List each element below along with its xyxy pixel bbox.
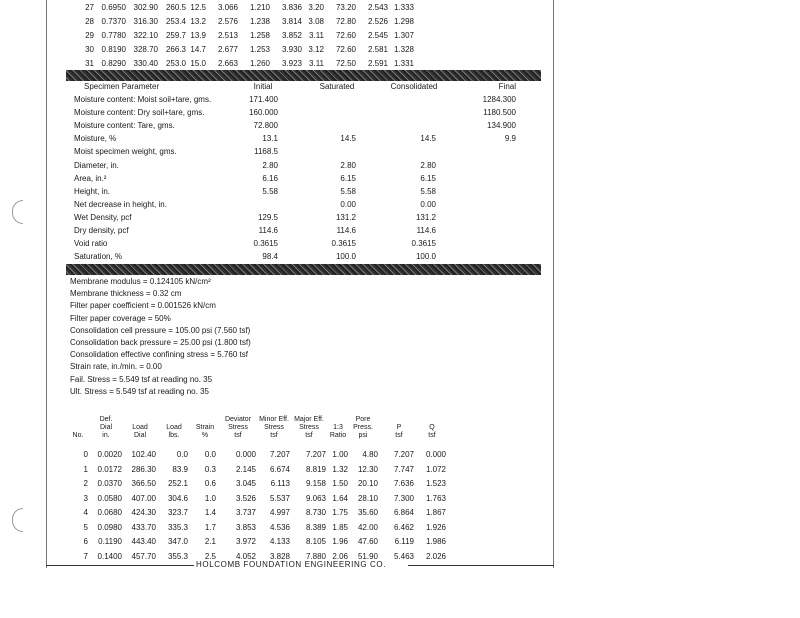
triaxial-cell: 1.926 bbox=[425, 522, 446, 532]
reading-cell: 302.90 bbox=[133, 3, 158, 12]
reading-cell: 27 bbox=[85, 3, 94, 12]
reading-cell: 328.70 bbox=[133, 45, 158, 54]
test-note-line: Strain rate, in./min. = 0.00 bbox=[70, 362, 162, 372]
triaxial-cell: 5.537 bbox=[269, 493, 290, 503]
triaxial-cell: 323.7 bbox=[167, 508, 188, 517]
triaxial-cell: 1.50 bbox=[332, 479, 348, 488]
reading-cell: 0.8190 bbox=[101, 45, 126, 54]
triaxial-cell: 2.5 bbox=[204, 551, 216, 561]
specimen-row-label: Height, in. bbox=[74, 186, 111, 196]
footer-rule-right bbox=[408, 565, 554, 566]
test-note-line: Membrane thickness = 0.32 cm bbox=[70, 289, 182, 299]
specimen-row-label: Net decrease in height, in. bbox=[74, 199, 167, 209]
triaxial-cell: 0.1400 bbox=[97, 551, 122, 561]
reading-cell: 13.2 bbox=[190, 17, 206, 26]
triaxial-cell: 1.0 bbox=[204, 493, 216, 503]
triaxial-cell: 3.737 bbox=[235, 508, 256, 517]
triaxial-cell: 8.105 bbox=[305, 537, 326, 546]
triaxial-cell: 28.10 bbox=[357, 493, 378, 503]
triaxial-cell: 1.7 bbox=[204, 522, 216, 532]
triaxial-cell: 12.30 bbox=[357, 464, 378, 474]
notes-header-band bbox=[66, 264, 541, 275]
test-note-line: Consolidation cell pressure = 105.00 psi (7.560 tsf) bbox=[70, 325, 251, 335]
reading-cell: 1.238 bbox=[249, 17, 270, 26]
triaxial-cell: 347.0 bbox=[167, 537, 188, 546]
triaxial-cell: 252.1 bbox=[167, 479, 188, 488]
specimen-final-value: 1180.500 bbox=[483, 108, 516, 118]
test-note-line: Consolidation effective confining stress = 5.760 tsf bbox=[70, 350, 248, 360]
triaxial-cell: 1.4 bbox=[204, 508, 216, 517]
triaxial-cell: 9.063 bbox=[305, 493, 326, 503]
triaxial-header-text: Major Eff. bbox=[294, 416, 324, 423]
specimen-row-label: Wet Density, pcf bbox=[74, 212, 132, 222]
triaxial-cell: 7.747 bbox=[393, 464, 414, 474]
reading-cell: 253.0 bbox=[165, 59, 186, 68]
triaxial-header-text: Stress bbox=[228, 424, 248, 431]
triaxial-cell: 7.636 bbox=[393, 479, 414, 488]
triaxial-cell: 443.40 bbox=[131, 537, 156, 546]
specimen-row-label: Saturation, % bbox=[74, 252, 123, 262]
specimen-consolidated-value: 5.58 bbox=[420, 186, 436, 196]
reading-cell: 1.328 bbox=[393, 45, 414, 54]
reading-cell: 73.20 bbox=[335, 3, 356, 12]
triaxial-header-text: lbs. bbox=[168, 432, 180, 439]
triaxial-cell: 0.000 bbox=[235, 450, 256, 459]
punch-hole-mark bbox=[12, 200, 23, 224]
test-note-line: Ult. Stress = 5.549 tsf at reading no. 35 bbox=[70, 386, 209, 396]
specimen-consolidated-value: 131.2 bbox=[415, 212, 436, 222]
reading-cell: 3.12 bbox=[308, 45, 324, 54]
reading-cell: 31 bbox=[85, 59, 94, 68]
triaxial-cell: 7.300 bbox=[393, 493, 414, 503]
triaxial-cell: 9.158 bbox=[305, 479, 326, 488]
triaxial-cell: 355.3 bbox=[167, 551, 188, 561]
specimen-initial-value: 13.1 bbox=[262, 134, 278, 144]
triaxial-cell: 3 bbox=[83, 493, 88, 503]
reading-cell: 2.545 bbox=[367, 31, 388, 40]
triaxial-cell: 51.90 bbox=[357, 551, 378, 561]
triaxial-cell: 6 bbox=[83, 537, 88, 546]
reading-cell: 2.663 bbox=[217, 59, 238, 68]
reading-cell: 28 bbox=[85, 17, 94, 26]
reading-cell: 14.7 bbox=[190, 45, 206, 54]
triaxial-header-text: Pore bbox=[355, 416, 371, 423]
triaxial-cell: 6.462 bbox=[393, 522, 414, 532]
specimen-row-label: Moist specimen weight, gms. bbox=[74, 147, 177, 157]
triaxial-cell: 4.536 bbox=[269, 522, 290, 532]
specimen-initial-value: 171.400 bbox=[249, 95, 278, 104]
specimen-header-initial: Initial bbox=[253, 82, 273, 91]
reading-cell: 259.7 bbox=[165, 31, 186, 40]
reading-cell: 15.0 bbox=[190, 59, 206, 68]
reading-cell: 2.591 bbox=[367, 59, 388, 68]
specimen-consolidated-value: 14.5 bbox=[420, 134, 436, 144]
reading-cell: 72.60 bbox=[335, 31, 356, 40]
triaxial-header-text: tsf bbox=[234, 432, 242, 439]
specimen-initial-value: 6.16 bbox=[262, 173, 278, 183]
reading-cell: 30 bbox=[85, 45, 94, 54]
triaxial-cell: 47.60 bbox=[357, 537, 378, 546]
reading-cell: 2.581 bbox=[367, 45, 388, 54]
triaxial-cell: 1.00 bbox=[332, 450, 348, 459]
reading-cell: 1.253 bbox=[249, 45, 270, 54]
triaxial-cell: 3.853 bbox=[235, 522, 256, 532]
triaxial-cell: 1.763 bbox=[425, 493, 446, 503]
specimen-saturated-value: 0.3615 bbox=[331, 239, 356, 249]
triaxial-header-text: Stress bbox=[264, 424, 284, 431]
triaxial-cell: 2 bbox=[83, 479, 88, 488]
reading-cell: 3.852 bbox=[281, 31, 302, 40]
specimen-saturated-value: 100.0 bbox=[335, 252, 356, 262]
reading-cell: 1.333 bbox=[393, 3, 414, 12]
specimen-initial-value: 0.3615 bbox=[253, 239, 278, 249]
specimen-initial-value: 98.4 bbox=[262, 252, 278, 262]
triaxial-cell: 6.119 bbox=[394, 537, 414, 546]
reading-cell: 3.066 bbox=[217, 3, 238, 12]
specimen-consolidated-value: 0.3615 bbox=[411, 239, 436, 249]
company-footer: HOLCOMB FOUNDATION ENGINEERING CO. bbox=[196, 560, 387, 569]
page-right-border bbox=[553, 0, 554, 568]
reading-cell: 0.7780 bbox=[101, 31, 126, 40]
specimen-initial-value: 2.80 bbox=[262, 160, 278, 170]
reading-cell: 330.40 bbox=[133, 59, 158, 68]
triaxial-header-text: tsf bbox=[270, 432, 278, 439]
triaxial-cell: 1.96 bbox=[332, 537, 348, 546]
triaxial-cell: 457.70 bbox=[131, 551, 156, 561]
triaxial-cell: 1.986 bbox=[425, 537, 446, 546]
triaxial-header-text: Strain bbox=[195, 424, 215, 431]
reading-cell: 2.526 bbox=[367, 17, 388, 26]
specimen-initial-value: 72.800 bbox=[253, 121, 278, 131]
triaxial-header-text: tsf bbox=[428, 432, 436, 439]
triaxial-cell: 1.072 bbox=[425, 464, 446, 474]
triaxial-header-text: Dial bbox=[133, 432, 147, 439]
reading-cell: 1.307 bbox=[393, 31, 414, 40]
specimen-final-value: 9.9 bbox=[504, 134, 516, 144]
triaxial-cell: 335.3 bbox=[167, 522, 188, 532]
triaxial-header-text: Def. bbox=[99, 416, 113, 423]
specimen-consolidated-value: 2.80 bbox=[420, 160, 436, 170]
triaxial-cell: 7.880 bbox=[305, 551, 326, 561]
specimen-row-label: Moisture content: Moist soil+tare, gms. bbox=[74, 95, 212, 104]
specimen-saturated-value: 5.58 bbox=[340, 186, 356, 196]
specimen-saturated-value: 114.6 bbox=[336, 226, 356, 235]
specimen-row-label: Void ratio bbox=[74, 239, 108, 249]
specimen-header-consolidated: Consolidated bbox=[390, 82, 438, 91]
triaxial-cell: 8.819 bbox=[305, 464, 326, 474]
reading-cell: 266.3 bbox=[165, 45, 186, 54]
test-note-line: Consolidation back pressure = 25.00 psi (1.800 tsf) bbox=[70, 338, 251, 347]
triaxial-cell: 3.972 bbox=[235, 537, 256, 546]
reading-cell: 322.10 bbox=[133, 31, 158, 40]
reading-cell: 1.258 bbox=[249, 31, 270, 40]
triaxial-header-text: Stress bbox=[299, 424, 319, 431]
triaxial-cell: 0 bbox=[83, 450, 88, 459]
punch-hole-mark bbox=[12, 508, 23, 532]
triaxial-header-text: Minor Eff. bbox=[259, 416, 289, 423]
reading-cell: 3.11 bbox=[309, 59, 324, 68]
triaxial-cell: 102.40 bbox=[131, 450, 156, 459]
triaxial-header-text: tsf bbox=[305, 432, 313, 439]
triaxial-cell: 0.1190 bbox=[98, 537, 122, 546]
triaxial-header-text: in. bbox=[102, 432, 110, 439]
specimen-final-value: 1284.300 bbox=[482, 95, 516, 104]
specimen-saturated-value: 2.80 bbox=[340, 160, 356, 170]
triaxial-cell: 6.674 bbox=[269, 464, 290, 474]
reading-cell: 316.30 bbox=[133, 17, 158, 26]
triaxial-header-text: % bbox=[201, 432, 209, 439]
reading-cell: 3.20 bbox=[308, 3, 324, 12]
reading-cell: 72.50 bbox=[335, 59, 356, 68]
test-note-line: Filter paper coefficient = 0.001526 kN/cm bbox=[70, 301, 216, 311]
triaxial-cell: 304.6 bbox=[167, 493, 188, 503]
specimen-row-label: Moisture, % bbox=[74, 134, 117, 144]
triaxial-cell: 3.526 bbox=[235, 493, 256, 503]
triaxial-header-text: Press. bbox=[353, 424, 373, 431]
triaxial-cell: 366.50 bbox=[131, 479, 156, 488]
triaxial-cell: 3.045 bbox=[235, 479, 256, 488]
triaxial-cell: 0.0680 bbox=[97, 508, 122, 517]
triaxial-cell: 0.0 bbox=[176, 450, 188, 459]
reading-cell: 3.08 bbox=[308, 17, 324, 26]
triaxial-cell: 2.1 bbox=[204, 537, 216, 546]
triaxial-cell: 35.60 bbox=[357, 508, 378, 517]
reading-cell: 13.9 bbox=[190, 31, 206, 40]
reading-cell: 72.80 bbox=[335, 17, 356, 26]
specimen-saturated-value: 131.2 bbox=[335, 212, 356, 222]
triaxial-cell: 2.026 bbox=[425, 551, 446, 561]
triaxial-cell: 1 bbox=[83, 464, 88, 474]
specimen-consolidated-value: 114.6 bbox=[416, 226, 436, 235]
specimen-row-label: Moisture content: Dry soil+tare, gms. bbox=[74, 108, 205, 118]
triaxial-cell: 0.3 bbox=[204, 464, 216, 474]
specimen-saturated-value: 0.00 bbox=[340, 199, 356, 209]
reading-cell: 0.8290 bbox=[101, 59, 126, 68]
specimen-header-saturated: Saturated bbox=[319, 82, 355, 91]
triaxial-cell: 1.64 bbox=[332, 493, 348, 503]
triaxial-header-text: Ratio bbox=[329, 432, 347, 439]
triaxial-header-text: No. bbox=[72, 432, 84, 439]
specimen-final-value: 134.900 bbox=[487, 121, 516, 131]
triaxial-header-text: psi bbox=[358, 432, 368, 439]
reading-cell: 2.576 bbox=[217, 17, 238, 26]
footer-rule-left bbox=[46, 565, 194, 566]
test-note-line: Fail. Stress = 5.549 tsf at reading no. 35 bbox=[70, 374, 213, 384]
reading-cell: 253.4 bbox=[165, 17, 186, 26]
triaxial-cell: 286.30 bbox=[131, 464, 156, 474]
triaxial-cell: 7.207 bbox=[269, 450, 290, 459]
reading-cell: 3.923 bbox=[281, 59, 302, 68]
specimen-header-final: Final bbox=[498, 82, 516, 91]
triaxial-header-text: Load bbox=[132, 424, 148, 431]
specimen-saturated-value: 6.15 bbox=[340, 173, 356, 183]
specimen-row-label: Diameter, in. bbox=[74, 160, 119, 170]
triaxial-cell: 7.207 bbox=[305, 450, 326, 459]
triaxial-cell: 7 bbox=[83, 551, 88, 561]
test-note-line: Filter paper coverage = 50% bbox=[70, 313, 171, 323]
reading-cell: 29 bbox=[85, 31, 94, 40]
triaxial-cell: 8.389 bbox=[305, 522, 326, 532]
reading-cell: 1.298 bbox=[393, 17, 414, 26]
triaxial-cell: 1.32 bbox=[332, 464, 348, 474]
reading-cell: 1.331 bbox=[393, 59, 414, 68]
triaxial-header-text: Q bbox=[429, 424, 435, 431]
triaxial-cell: 6.864 bbox=[393, 508, 414, 517]
triaxial-cell: 0.0 bbox=[204, 450, 216, 459]
specimen-header-band bbox=[66, 70, 541, 81]
triaxial-cell: 42.00 bbox=[357, 522, 378, 532]
triaxial-header-text: tsf bbox=[395, 432, 403, 439]
reading-cell: 1.210 bbox=[249, 3, 270, 12]
triaxial-cell: 5.463 bbox=[393, 551, 414, 561]
triaxial-cell: 407.00 bbox=[131, 493, 156, 503]
specimen-header-label: Specimen Parameter bbox=[84, 82, 160, 91]
page-left-border bbox=[46, 0, 47, 568]
triaxial-cell: 4.997 bbox=[269, 508, 290, 517]
reading-cell: 0.7370 bbox=[101, 17, 126, 26]
reading-cell: 3.11 bbox=[309, 31, 324, 40]
triaxial-header-text: Load bbox=[166, 424, 182, 431]
specimen-consolidated-value: 100.0 bbox=[415, 252, 436, 262]
triaxial-cell: 0.0980 bbox=[97, 522, 122, 532]
triaxial-header-text: Deviator bbox=[224, 416, 252, 423]
reading-cell: 12.5 bbox=[190, 3, 206, 12]
triaxial-cell: 3.828 bbox=[269, 551, 290, 561]
reading-cell: 3.930 bbox=[281, 45, 302, 54]
reading-cell: 3.836 bbox=[281, 3, 302, 12]
triaxial-header-text: 1:3 bbox=[333, 424, 343, 431]
reading-cell: 260.5 bbox=[165, 3, 186, 12]
reading-cell: 1.260 bbox=[249, 59, 270, 68]
triaxial-cell: 20.10 bbox=[357, 479, 378, 488]
specimen-row-label: Area, in.² bbox=[74, 173, 107, 183]
triaxial-cell: 5 bbox=[83, 522, 88, 532]
triaxial-header-text: P bbox=[396, 424, 402, 431]
triaxial-cell: 6.113 bbox=[270, 479, 290, 488]
specimen-initial-value: 5.58 bbox=[262, 186, 278, 196]
triaxial-cell: 2.145 bbox=[235, 464, 256, 474]
specimen-initial-value: 129.5 bbox=[257, 212, 278, 222]
test-note-line: Membrane modulus = 0.124105 kN/cm² bbox=[70, 277, 211, 286]
triaxial-cell: 0.0172 bbox=[97, 464, 122, 474]
triaxial-cell: 7.207 bbox=[393, 450, 414, 459]
reading-cell: 3.814 bbox=[281, 17, 302, 26]
triaxial-cell: 1.75 bbox=[332, 508, 348, 517]
reading-cell: 72.60 bbox=[335, 45, 356, 54]
triaxial-cell: 4.052 bbox=[235, 551, 256, 561]
specimen-row-label: Moisture content: Tare, gms. bbox=[74, 121, 175, 131]
specimen-initial-value: 160.000 bbox=[249, 108, 278, 118]
triaxial-cell: 8.730 bbox=[305, 508, 326, 517]
triaxial-cell: 0.0580 bbox=[97, 493, 122, 503]
triaxial-header-text: Dial bbox=[99, 424, 113, 431]
triaxial-cell: 424.30 bbox=[131, 508, 156, 517]
triaxial-cell: 2.06 bbox=[332, 551, 348, 561]
reading-cell: 0.6950 bbox=[101, 3, 126, 12]
triaxial-cell: 1.867 bbox=[425, 508, 446, 517]
specimen-consolidated-value: 6.15 bbox=[420, 173, 436, 183]
triaxial-cell: 4 bbox=[83, 508, 88, 517]
triaxial-cell: 4.80 bbox=[362, 450, 378, 459]
triaxial-cell: 433.70 bbox=[131, 522, 156, 532]
specimen-consolidated-value: 0.00 bbox=[420, 199, 436, 209]
specimen-row-label: Dry density, pcf bbox=[74, 226, 129, 235]
triaxial-cell: 0.000 bbox=[425, 450, 446, 459]
triaxial-cell: 0.0370 bbox=[97, 479, 122, 488]
triaxial-cell: 4.133 bbox=[269, 537, 290, 546]
triaxial-cell: 83.9 bbox=[172, 464, 188, 474]
specimen-initial-value: 114.6 bbox=[258, 226, 278, 235]
specimen-initial-value: 1168.5 bbox=[254, 147, 278, 157]
reading-cell: 2.677 bbox=[217, 45, 238, 54]
triaxial-cell: 1.85 bbox=[332, 522, 348, 532]
triaxial-cell: 0.0020 bbox=[97, 450, 122, 459]
specimen-saturated-value: 14.5 bbox=[340, 134, 356, 144]
triaxial-cell: 0.6 bbox=[204, 479, 216, 488]
triaxial-cell: 1.523 bbox=[425, 479, 446, 488]
reading-cell: 2.513 bbox=[217, 31, 238, 40]
reading-cell: 2.543 bbox=[367, 3, 388, 12]
